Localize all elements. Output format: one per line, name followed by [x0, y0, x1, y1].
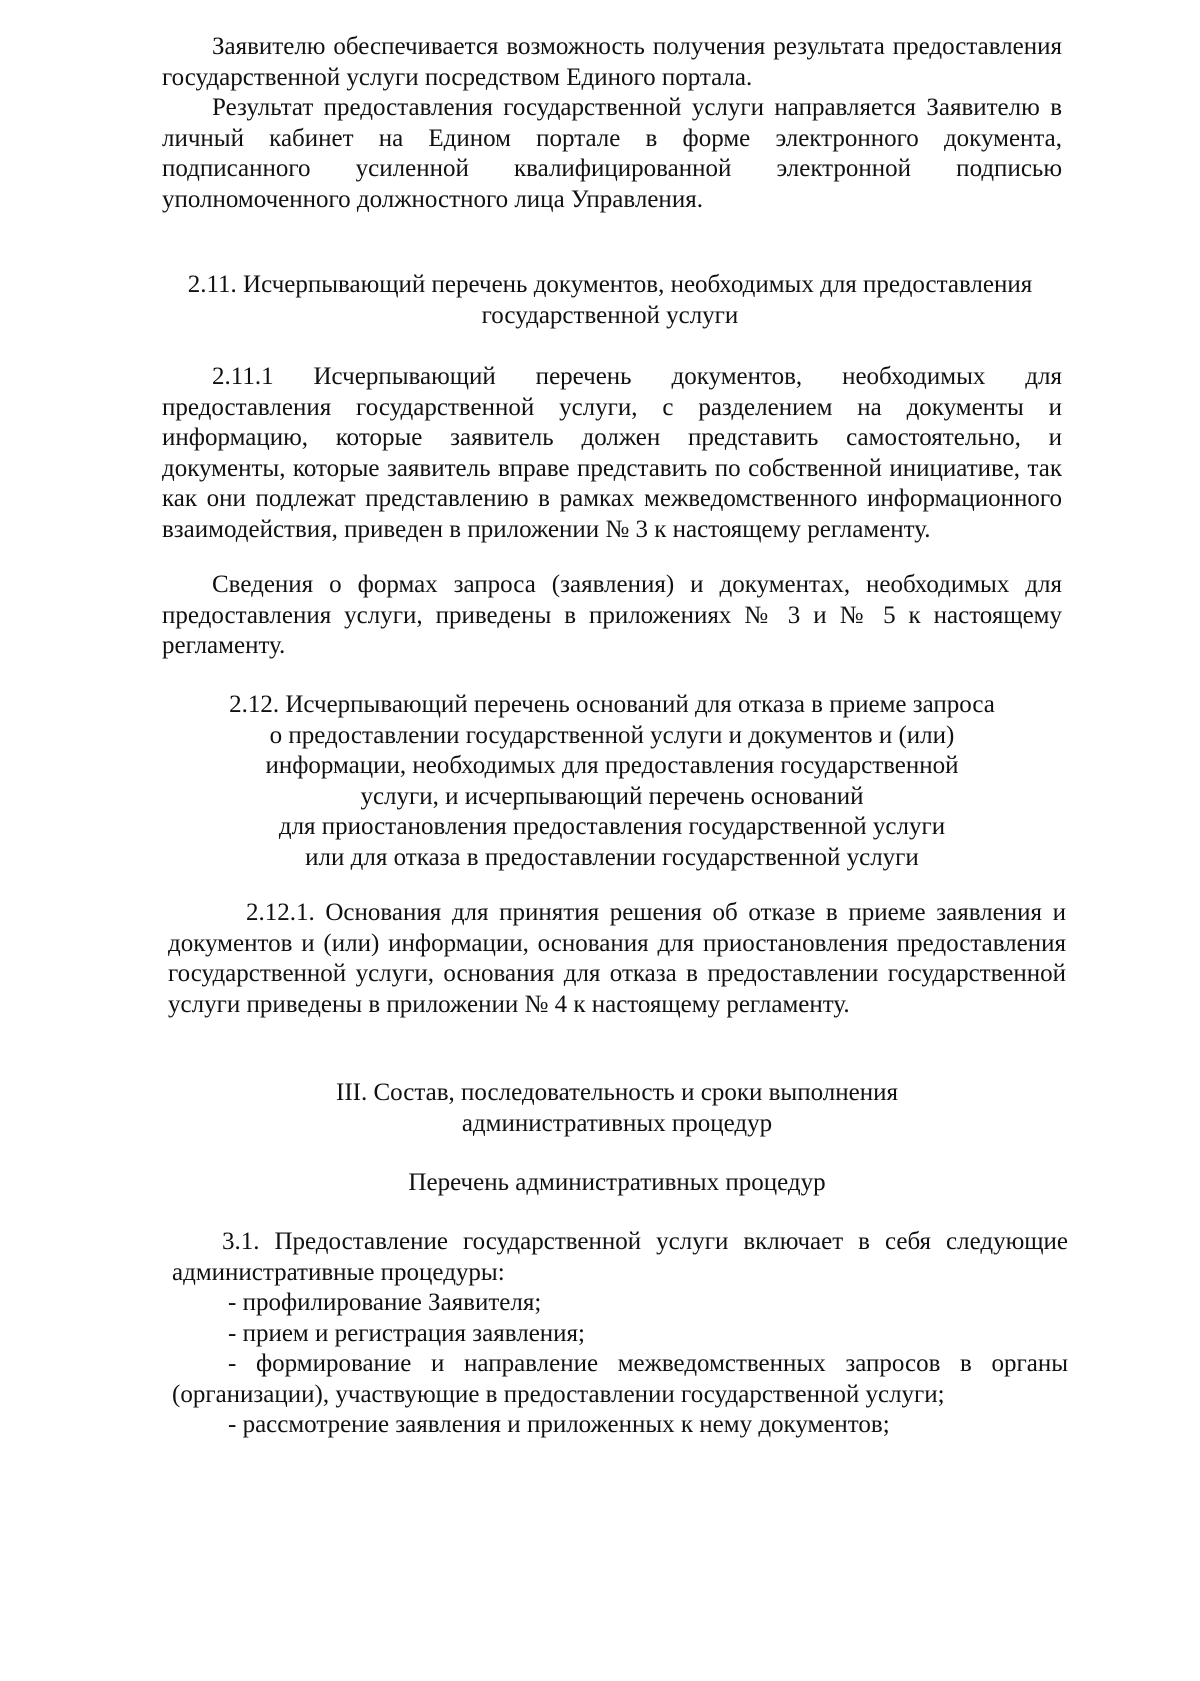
section-heading-2-12-line5: для приостановления предоставления государственной услуги: [278, 813, 946, 840]
list-item: - профилирование Заявителя;: [228, 1289, 542, 1316]
paragraph-result-access: Заявителю обеспечивается возможность получения результата предоставления государственной услуги посредством Единого портала.: [162, 33, 1062, 91]
section-heading-2-12: [162, 690, 1062, 873]
section-heading-2-12-line6: или для отказа в предоставлении государственной услуги: [305, 843, 919, 871]
paragraph-result-delivery: Результат предоставления государственной услуги направляется Заявителю в личный кабинет на Едином портале в форме электронного документа, подписанного усиленной квалифицированной электронной подписью уполномоченного должностного лица Управления.: [162, 94, 1062, 213]
section-heading-3: [168, 1078, 1066, 1139]
section-heading-2-12-line4: услуги, и исчерпывающий перечень оснований: [360, 782, 864, 810]
section-heading-3-line1: III. Состав, последовательность и сроки выполнения: [336, 1079, 898, 1106]
section-heading-2-11-line1: 2.11. Исчерпывающий перечень документов, необходимых для предоставления: [187, 271, 1033, 298]
section-heading-3-line2: административных процедур: [461, 1109, 773, 1137]
paragraph-2-12-1: 2.12.1. Основания для принятия решения об отказе в приеме заявления и документов и (или) информации, основания для приостановления предоставления государственной услуги, основания для отказа в предоставлении государственной услуги приведены в приложении № 4 к настоящему регламенту.: [168, 899, 1066, 1018]
list-item: - формирование и направление межведомственных запросов в органы (организации), участвующие в предоставлении государственной услуги;: [172, 1350, 1068, 1408]
section-heading-2-12-line1: 2.12. Исчерпывающий перечень оснований для отказа в приеме запроса: [229, 691, 995, 718]
paragraph-2-11-1: 2.11.1 Исчерпывающий перечень документов, необходимых для предоставления государственной услуги, с разделением на документы и информацию, которые заявитель должен представить самостоятельно, и документы, которые заявитель вправе представить по собственной инициативе, так как они подлежат представлению в рамках межведомственного информационного взаимодействия, приведен в приложении № 3 к настоящему регламенту.: [162, 363, 1062, 543]
list-item: - прием и регистрация заявления;: [228, 1319, 586, 1347]
section-heading-2-12-line2: о предоставлении государственной услуги и документов и (или): [269, 721, 955, 749]
section-heading-2-11-line2: государственной услуги: [481, 301, 739, 329]
subheading-procedures-list: Перечень административных процедур: [408, 1169, 826, 1196]
paragraph-3-1: 3.1. Предоставление государственной услуги включает в себя следующие административные процедуры:: [172, 1228, 1068, 1286]
section-heading-2-12-line3: информации, необходимых для предоставления государственной: [265, 752, 959, 779]
procedures-list: [172, 1288, 1068, 1441]
paragraph-forms-info: Сведения о формах запроса (заявления) и документах, необходимых для предоставления услуги, приведены в приложениях № 3 и № 5 к настоящему регламенту.: [162, 571, 1062, 659]
section-heading-2-11: [150, 270, 1070, 331]
list-item: - рассмотрение заявления и приложенных к нему документов;: [228, 1411, 890, 1438]
